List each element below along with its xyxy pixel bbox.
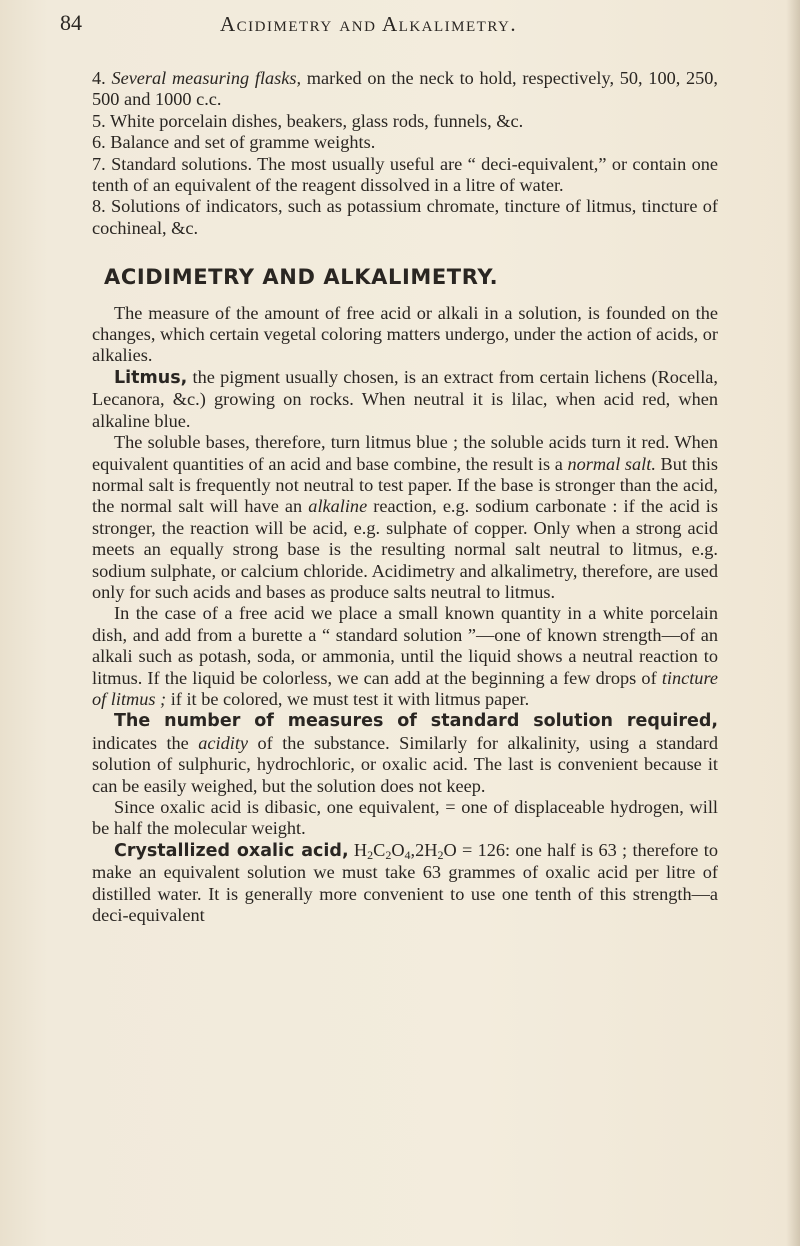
paragraph <box>92 432 718 603</box>
paragraph <box>92 367 718 432</box>
paragraph-text: indicates the <box>92 732 199 753</box>
formula-subscript: 4 <box>404 847 411 862</box>
list-item <box>92 132 718 153</box>
list-number: 7. <box>92 153 106 174</box>
formula-part: ,2H <box>410 839 438 860</box>
italic-term: alkaline <box>308 496 368 517</box>
paragraph-lead: Litmus, <box>114 367 188 388</box>
chemical-formula <box>354 840 505 860</box>
page-number: 84 <box>60 10 82 35</box>
list-item <box>92 196 718 239</box>
list-item <box>92 154 718 197</box>
paragraph-text: But this normal salt is frequently not neutral to test paper. If the base is stronger than the acid, the normal salt will have an <box>92 453 719 517</box>
page-header <box>60 10 720 46</box>
formula-part: O = 126 <box>443 839 506 860</box>
list-number: 5. <box>92 110 106 131</box>
formula-part: C <box>373 839 386 860</box>
paragraph <box>92 840 718 927</box>
paragraph-text: the pigment usually chosen, is an extract from certain lichens (Rocella, Lecanora, &c.) growing on rocks. When neutral it is lilac, when acid red, when alkaline blue. <box>92 366 718 431</box>
italic-term: acidity <box>198 732 249 753</box>
list-number: 4. <box>92 68 106 88</box>
list-number: 8. <box>92 196 106 217</box>
formula-part: O <box>391 839 405 860</box>
paragraph-lead: The number of measures of standard solution required, <box>114 711 718 732</box>
page-edge-shadow <box>786 0 800 1246</box>
formula-part: H <box>353 839 368 860</box>
paragraph <box>92 797 718 840</box>
paragraph <box>92 710 718 797</box>
list-text: Balance and set of gramme weights. <box>110 132 376 153</box>
list-text: Solutions of indicators, such as potassium chromate, tincture of litmus, tincture of cochineal, &c. <box>92 196 718 238</box>
formula-subscript: 2 <box>367 847 374 862</box>
paragraph <box>92 303 718 367</box>
paragraph-text: The measure of the amount of free acid or alkali in a solution, is founded on the changes, which certain vegetal coloring matters undergo, under the action of acids, or alkalies. <box>92 302 718 366</box>
list-text: White porcelain dishes, beakers, glass rods, funnels, &c. <box>109 110 524 131</box>
italic-term: tincture of litmus ; <box>92 667 718 709</box>
italic-term: normal salt. <box>567 453 656 474</box>
running-title: Acidimetry and Alkalimetry. <box>220 12 518 36</box>
paragraph-text: The soluble bases, therefore, turn litmus blue ; the soluble acids turn it red. When equivalent quantities of an acid and base combine, the result is a <box>92 432 718 474</box>
formula-subscript: 2 <box>437 847 444 862</box>
paragraph-text: if it be colored, we must test it with litmus paper. <box>166 688 530 709</box>
list-text: Standard solutions. The most usually useful are “ deci-equivalent,” or contain one tenth of an equivalent of the reagent dissolved in a litre of water. <box>92 153 718 196</box>
paragraph-text: reaction, e.g. sodium carbonate : if the acid is stronger, the reaction will be acid, e.g. sulphate of copper. Only when a strong acid meets an equally strong base is the resulting normal salt neutral to litmus, e.g. sodium sulphate, or calcium chloride. Acidimetry and alkalimetry, therefore, are used only for such acids and bases as produce salts neutral to litmus. <box>92 496 718 602</box>
paragraph-lead: Crystallized oxalic acid, <box>114 840 349 861</box>
paragraph-text: of the substance. Similarly for alkalinity, using a standard solution of sulphuric, hydrochloric, or oxalic acid. The last is convenient because it can be easily weighed, but the solution does not keep. <box>92 732 719 796</box>
page-body <box>92 68 718 926</box>
list-text: marked on the neck to hold, respectively, 50, 100, 250, 500 and 1000 c.c. <box>92 68 718 110</box>
section-title: ACIDIMETRY AND ALKALIMETRY. <box>104 265 499 290</box>
formula-subscript: 2 <box>385 847 392 862</box>
list-number: 6. <box>92 132 106 153</box>
paragraph-text: : one half is 63 ; therefore to make an equivalent solution we must take 63 grammes of oxalic acid per litre of distilled water. It is generally more convenient to use one tenth of this strength—a deci-equivalent <box>92 839 718 926</box>
list-item <box>92 68 718 111</box>
paragraph <box>92 603 718 710</box>
list-lead-italic: Several measuring flasks, <box>111 68 302 88</box>
list-item <box>92 111 718 132</box>
paragraph-text: In the case of a free acid we place a small known quantity in a white porcelain dish, and add from a burette a “ standard solution ”—one of known strength—of an alkali such as potash, soda, or ammonia, until the liquid shows a neutral reaction to litmus. If the liquid be colorless, we can add at the beginning a few drops of <box>92 603 718 688</box>
paragraph-text: Since oxalic acid is dibasic, one equivalent, = one of displaceable hydrogen, will be half the molecular weight. <box>92 797 718 839</box>
